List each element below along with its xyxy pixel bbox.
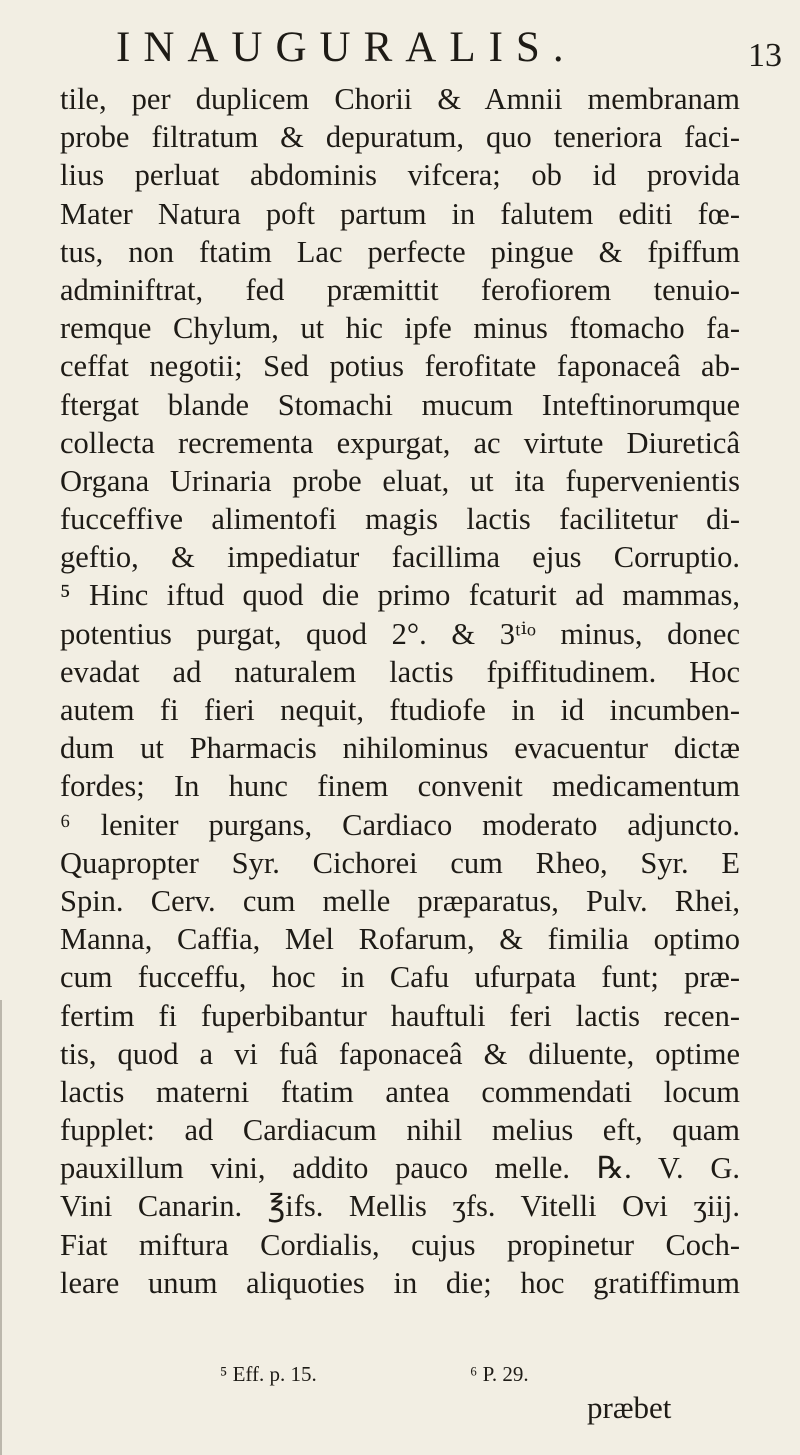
text-line: tus, non ftatim Lac perfecte pingue & fpiffum [60,234,740,269]
text-line: Quapropter Syr. Cichorei cum Rheo, Syr. E [60,845,740,880]
text-line: lius perluat abdominis vifcera; ob id provida [60,158,740,193]
text-line: Spin. Cerv. cum melle præparatus, Pulv. Rhei, [60,883,740,918]
body-text [60,80,740,1302]
text-line: ⁶ leniter purgans, Cardiaco moderato adjuncto. [60,807,740,842]
text-line: lactis materni ftatim antea commendati locum [60,1074,740,1109]
text-line: tile, per duplicem Chorii & Amnii membranam [60,82,740,116]
text-line: geftio, & impediatur facillima ejus Corruptio. [60,540,740,575]
footnote-5: ⁵ Eff. p. 15. [220,1362,317,1386]
text-line: Organa Urinaria probe eluat, ut ita fupervenientis [60,463,740,498]
text-line: ftergat blande Stomachi mucum Inteftinorumque [60,387,740,422]
page-number: 13 [748,37,782,74]
text-line: adminiftrat, fed præmittit ferofiorem tenuio- [60,272,740,307]
running-head: INAUGURALIS. [116,24,577,71]
catchword: præbet [587,1390,672,1425]
text-line: fucceffive alimentofi magis lactis facilitetur di- [60,502,740,537]
text-line: cum fucceffu, hoc in Cafu ufurpata funt; præ- [60,960,740,995]
text-line: tis, quod a vi fuâ faponaceâ & diluente, optime [60,1036,740,1071]
text-line: fordes; In hunc finem convenit medicamentum [60,769,740,804]
text-line: fupplet: ad Cardiacum nihil melius eft, quam [60,1113,740,1148]
text-line: Fiat miftura Cordialis, cujus propinetur Coch- [60,1227,740,1262]
text-line: ceffat negotii; Sed potius ferofitate faponaceâ ab- [60,349,740,384]
text-line: pauxillum vini, addito pauco melle. ℞. V. G. [60,1151,740,1186]
text-line: probe filtratum & depuratum, quo teneriora faci- [60,120,740,155]
text-line: Vini Canarin. ℥ifs. Mellis ʒfs. Vitelli Ovi ʒiij. [60,1189,740,1224]
footnotes [0,1362,800,1394]
text-line: remque Chylum, ut hic ipfe minus ftomacho fa- [60,311,740,346]
text-line: autem fi fieri nequit, ftudiofe in id incumben- [60,693,740,727]
text-line: potentius purgat, quod 2°. & 3ᵗⁱᵒ minus, donec [60,616,740,651]
page-edge-shadow [0,1000,2,1455]
text-line: Manna, Caffia, Mel Rofarum, & fimilia optimo [60,922,740,957]
page-header [0,18,800,78]
text-line: evadat ad naturalem lactis fpiffitudinem. Hoc [60,654,740,689]
text-line: dum ut Pharmacis nihilominus evacuentur dictæ [60,731,740,766]
text-line: fertim fi fuperbibantur hauftuli feri lactis recen- [60,998,740,1033]
text-line: leare unum aliquoties in die; hoc gratiffimum [60,1265,740,1300]
text-line: Mater Natura poft partum in falutem editi fœ- [60,196,740,231]
footnote-6: ⁶ P. 29. [470,1362,529,1386]
text-line: collecta recrementa expurgat, ac virtute Diureticâ [60,425,740,460]
text-line: ⁵ Hinc iftud quod die primo fcaturit ad mammas, [60,578,740,613]
